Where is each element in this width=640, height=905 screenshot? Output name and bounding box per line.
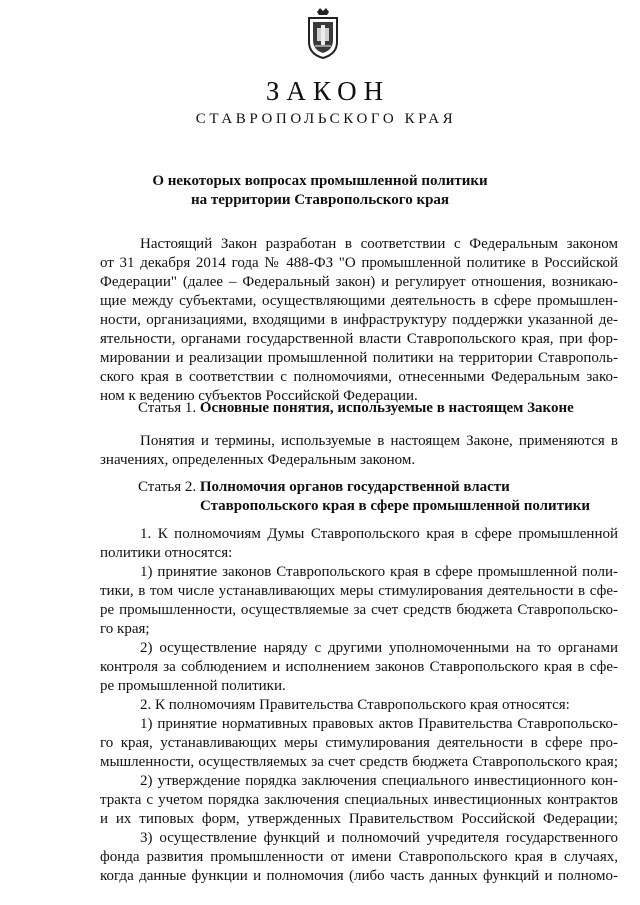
text-line: и их типовых форм, утвержденных Правительством Российской Федерации; <box>100 811 618 827</box>
text-line: когда данные функции и полномочия (либо часть данных функций и полномо- <box>100 868 618 884</box>
text-line: политики относятся: <box>100 545 233 561</box>
article-2-heading <box>138 478 590 516</box>
text-line: Понятия и термины, используемые в настоящем Законе, применяются в <box>140 433 618 449</box>
coat-of-arms-emblem <box>303 6 343 60</box>
text-line: ского края в соответствии с полномочиями, отнесенными Федеральным зако- <box>100 369 618 385</box>
region-subtitle: СТАВРОПОЛЬСКОГО КРАЯ <box>195 111 457 127</box>
text-line: 3) осуществление функций и полномочий учредителя государственного <box>140 830 618 846</box>
text-line: щие между субъектами, осуществляющими деятельность в сфере промышлен- <box>100 293 618 309</box>
article-1-heading <box>138 399 574 418</box>
text-line: 1) принятие законов Ставропольского края в сфере промышленной поли- <box>140 564 618 580</box>
preamble-paragraph <box>100 235 618 406</box>
law-title: ЗАКОН <box>265 76 391 106</box>
article-2-text <box>100 525 618 886</box>
text-line: го края; <box>100 621 150 637</box>
text-line: 2) осуществление наряду с другими уполномоченными на то органами <box>140 640 618 656</box>
text-line: ре промышленности, осуществляемые за счет средств бюджета Ставропольско- <box>100 602 618 618</box>
article-title: Ставропольского края в сфере промышленной политики <box>200 498 590 514</box>
article-1-text <box>100 432 618 470</box>
text-line: тики, в том числе устанавливающих меры стимулирования деятельности в сфе- <box>100 583 618 599</box>
text-line: 2) утверждение порядка заключения специального инвестиционного кон- <box>140 773 618 789</box>
text-line: 1) принятие нормативных правовых актов Правительства Ставропольско- <box>140 716 618 732</box>
document-title-line: на территории Ставропольского края <box>190 192 450 208</box>
text-line: Федерации" (далее – Федеральный закон) и регулирует отношения, возникаю- <box>100 274 618 290</box>
text-line: ном к ведению субъектов Российской Федерации. <box>100 388 418 404</box>
text-line: значениях, определенных Федеральным законом. <box>100 452 416 468</box>
text-line: ятельности, органами государственной власти Ставропольского края, при фор- <box>100 331 618 347</box>
text-line: 2. К полномочиям Правительства Ставропольского края относятся: <box>140 697 570 713</box>
text-line: Настоящий Закон разработан в соответствии с Федеральным законом <box>140 236 618 252</box>
document-title-line: О некоторых вопросах промышленной политики <box>152 173 488 189</box>
text-line: мировании и реализации промышленной политики на территории Ставрополь- <box>100 350 618 366</box>
article-number: Статья 1. <box>138 400 197 416</box>
article-title: Полномочия органов государственной власти <box>199 479 510 495</box>
article-number: Статья 2. <box>138 479 197 495</box>
text-line: от 31 декабря 2014 года № 488-ФЗ "О промышленной политике в Российской <box>100 255 618 271</box>
text-line: контроля за соблюдением и исполнением законов Ставропольского края в сфе- <box>100 659 618 675</box>
document-title <box>0 172 640 210</box>
text-line: фонда развития промышленности от имени Ставропольского края в случаях, <box>100 849 618 865</box>
article-title: Основные понятия, используемые в настоящем Законе <box>199 400 574 416</box>
text-line: мышленности, осуществляемых за счет средств бюджета Ставропольского края; <box>100 754 618 770</box>
text-line: ности, организациями, входящими в инфраструктуру поддержки указанной де- <box>100 312 618 328</box>
text-line: 1. К полномочиям Думы Ставропольского края в сфере промышленной <box>140 526 618 542</box>
text-line: тракта с учетом порядка заключения специальных инвестиционных контрактов <box>100 792 618 808</box>
text-line: го края, устанавливающих меры стимулирования деятельности в сфере про- <box>100 735 618 751</box>
text-line: ре промышленной политики. <box>100 678 286 694</box>
